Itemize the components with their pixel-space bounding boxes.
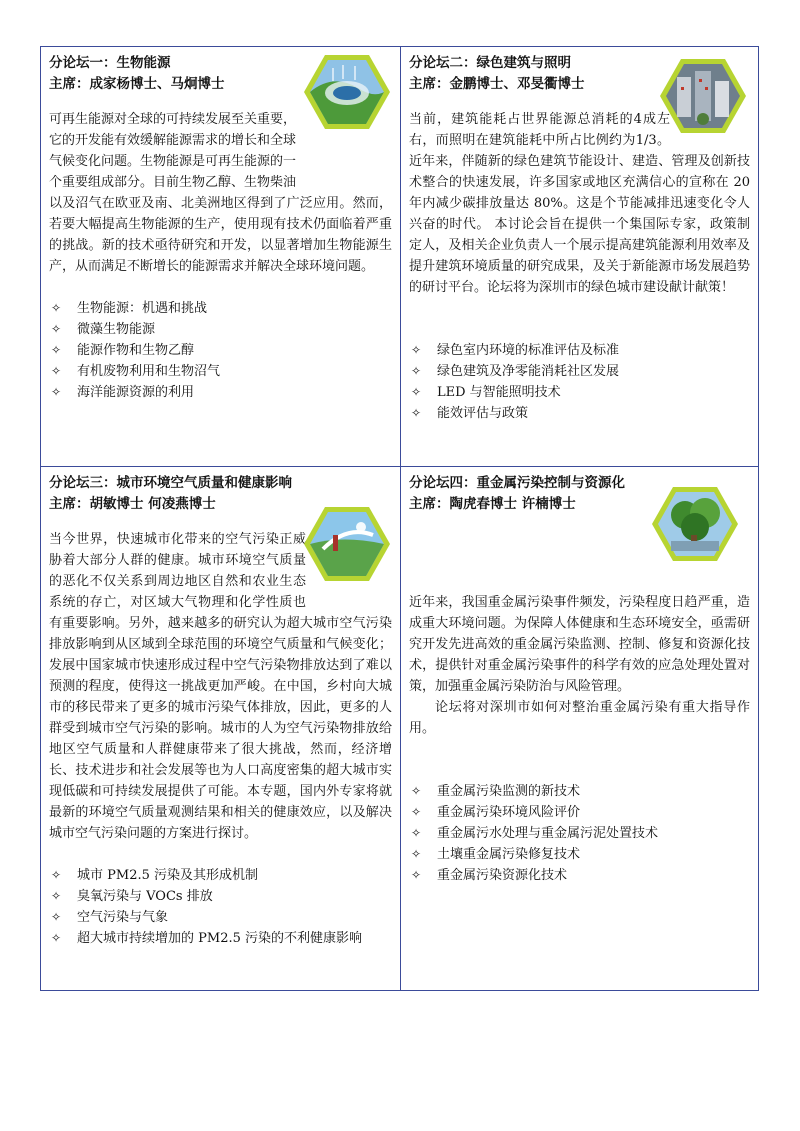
bullet-icon: ✧: [51, 889, 62, 903]
list-item: ✧ 生物能源：机遇和挑战: [49, 298, 392, 319]
forum-title: 分论坛三：城市环境空气质量和健康影响: [49, 475, 292, 491]
list-item: ✧ 绿色建筑及净零能消耗社区发展: [409, 361, 750, 382]
forum-cell-2: [401, 47, 758, 467]
forum-title: 分论坛一：生物能源: [49, 55, 171, 71]
bullet-icon: ✧: [51, 931, 62, 945]
list-item: ✧ 重金属污染环境风险评价: [409, 802, 750, 823]
forum-description: 近年来，我国重金属污染事件频发，污染程度日趋严重，造成重大环境问题。为保障人体健康和生态环境安全，亟需研究开发先进高效的重金属污染监测、控制、修复和资源化技术，提供针对重金属污染事件的科学有效的应急处理处置对策，加强重金属污染防治与风险管理。: [409, 595, 750, 694]
bullet-icon: ✧: [51, 385, 62, 399]
list-item: ✧ 超大城市持续增加的 PM2.5 污染的不利健康影响: [49, 928, 392, 949]
list-item: ✧ 重金属污染资源化技术: [409, 865, 750, 886]
list-item: ✧ 臭氧污染与 VOCs 排放: [49, 886, 392, 907]
bioenergy-hexagon-image: [303, 53, 391, 131]
forum-title: 分论坛二：绿色建筑与照明: [409, 55, 571, 71]
forum-cell-1: [41, 47, 401, 467]
bullet-icon: ✧: [411, 385, 422, 399]
list-item: ✧ 能效评估与政策: [409, 403, 750, 424]
forum-description: 当今世界，快速城市化带来的空气污染正威胁着大部分人群的健康。城市环境空气质量的恶化不仅关系到周边地区自然和农业生态系统的存亡，对区域大气物理和化学性质也有重要影响。另外，越来越多的研究认为超大城市空气污染排放影响到从区域到全球范围的环境空气质量和气候变化；发展中国家城市快速形成过程中空气污染物排放达到了难以预测的程度，使得这一挑战更加严峻。在中国，乡村向大城市的移民带来了更多的城市污染气体排放，因此，更多的人群受到城市空气污染的影响。城市的人为空气污染物排放给地区空气质量和人群健康带来了很大挑战，然而，经济增长、技术进步和社会发展等也为人口高度密集的超大城市实现低碳和可持续发展提供了可能。本专题，国内外专家将就最新的环境空气质量观测结果和相关的健康效应，以及解决城市空气污染问题的方案进行探讨。: [49, 532, 392, 841]
forum-chair: 主席：胡敏博士 何凌燕博士: [49, 496, 216, 512]
forum-chair: 主席：陶虎春博士 许楠博士: [409, 496, 576, 512]
bullet-icon: ✧: [51, 364, 62, 378]
list-item: ✧ 绿色室内环境的标准评估及标准: [409, 340, 750, 361]
bullet-icon: ✧: [51, 322, 62, 336]
topic-list: [409, 781, 750, 886]
bullet-icon: ✧: [411, 868, 422, 882]
list-item: ✧ 重金属污水处理与重金属污泥处置技术: [409, 823, 750, 844]
list-item: ✧ LED 与智能照明技术: [409, 382, 750, 403]
forum-cell-3: [41, 467, 401, 990]
list-item: ✧ 微藻生物能源: [49, 319, 392, 340]
bullet-icon: ✧: [411, 805, 422, 819]
heavy-metal-hexagon-image: [651, 485, 739, 563]
bullet-icon: ✧: [411, 364, 422, 378]
list-item: ✧ 有机废物利用和生物沼气: [49, 361, 392, 382]
list-item: ✧ 空气污染与气象: [49, 907, 392, 928]
air-quality-hexagon-image: [303, 505, 391, 583]
list-item: ✧ 能源作物和生物乙醇: [49, 340, 392, 361]
bullet-icon: ✧: [51, 343, 62, 357]
forum-description-2: 论坛将对深圳市如何对整治重金属污染有重大指导作用。: [409, 700, 750, 736]
forum-chair: 主席：金鹏博士、邓旻衢博士: [409, 76, 585, 92]
bullet-icon: ✧: [411, 784, 422, 798]
topic-list: [49, 298, 392, 403]
forum-table: [40, 46, 759, 991]
forum-cell-4: [401, 467, 758, 990]
bullet-icon: ✧: [411, 847, 422, 861]
list-item: ✧ 土壤重金属污染修复技术: [409, 844, 750, 865]
bullet-icon: ✧: [411, 826, 422, 840]
bullet-icon: ✧: [51, 868, 62, 882]
bullet-icon: ✧: [411, 406, 422, 420]
bullet-icon: ✧: [51, 910, 62, 924]
bullet-icon: ✧: [411, 343, 422, 357]
list-item: ✧ 重金属污染监测的新技术: [409, 781, 750, 802]
forum-title: 分论坛四：重金属污染控制与资源化: [409, 475, 625, 491]
bullet-icon: ✧: [51, 301, 62, 315]
topic-list: [49, 865, 392, 949]
green-building-hexagon-image: [659, 57, 747, 135]
forum-description: 当前，建筑能耗占世界能源总消耗的4成左右，而照明在建筑能耗中所占比例约为1/3。近年来，伴随新的绿色建筑节能设计、建造、管理及创新技术整合的快速发展，许多国家或地区充满信心的宣称在 20 年内减少碳排放量达 80%。这是个节能减排迅速变化令人兴奋的时代。 本讨论会旨在提供一个集国际专家，政策制定人，及相关企业负责人一个展示提高建筑能源利用效率及提升建筑环境质量的研究成果，及关于新能源市场发展趋势的研讨平台。论坛将为深圳市的绿色城市建设献计献策！: [409, 112, 750, 295]
topic-list: [409, 340, 750, 424]
forum-chair: 主席：成家杨博士、马炯博士: [49, 76, 225, 92]
list-item: ✧ 海洋能源资源的利用: [49, 382, 392, 403]
forum-description: 可再生能源对全球的可持续发展至关重要，它的开发能有效缓解能源需求的增长和全球气候变化问题。生物能源是可再生能源的一个重要组成部分。目前生物乙醇、生物柴油以及沼气在欧亚及南、北美洲地区得到了广泛应用。然而，若要大幅提高生物能源的生产，使用现有技术仍面临着严重的挑战。新的技术亟待研究和开发，以显著增加生物能源生产，从而满足不断增长的能源需求并解决全球环境问题。: [49, 112, 392, 274]
list-item: ✧ 城市 PM2.5 污染及其形成机制: [49, 865, 392, 886]
